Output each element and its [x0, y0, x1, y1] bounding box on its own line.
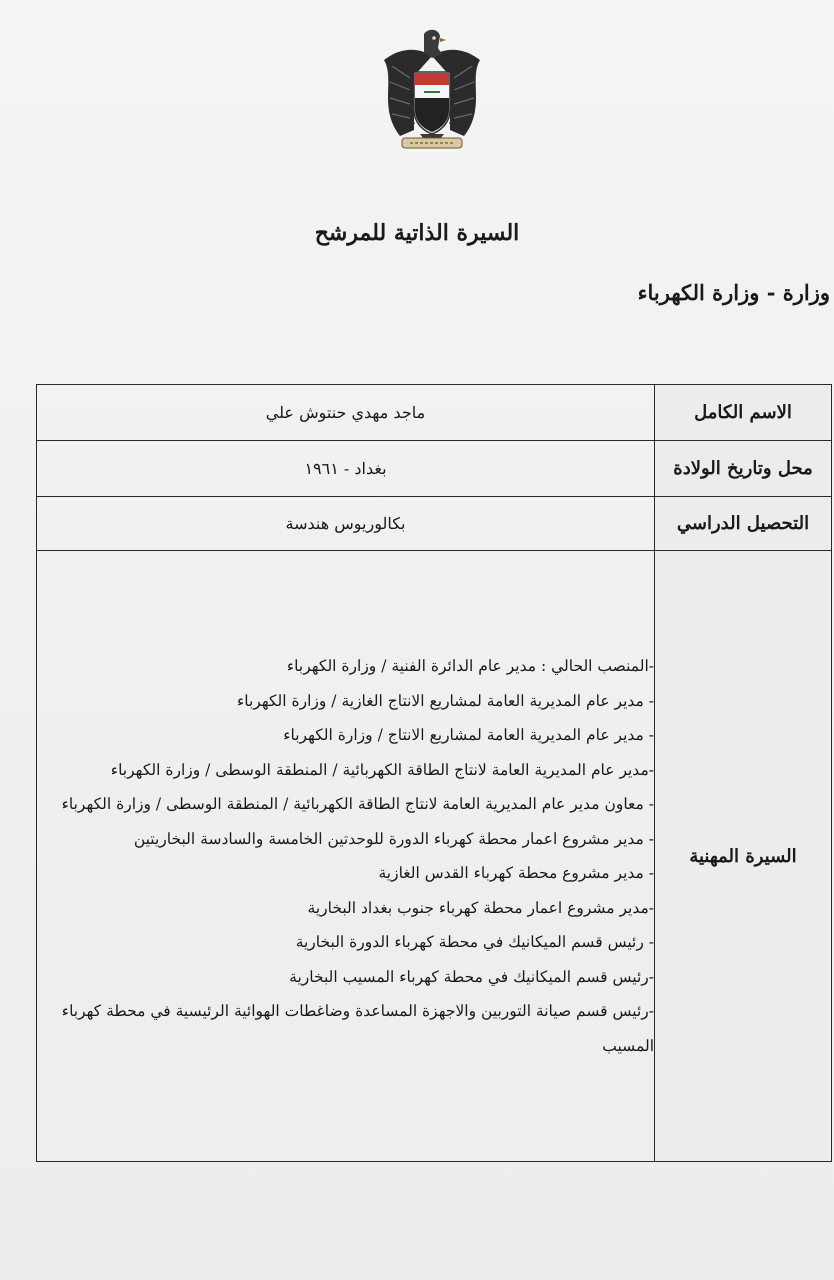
- list-item: - مدير مشروع اعمار محطة كهرباء الدورة للوحدتين الخامسة والسادسة البخاريتين: [133, 829, 654, 848]
- list-item: -المنصب الحالي : مدير عام الدائرة الفنية / وزارة الكهرباء: [286, 657, 654, 675]
- iraq-coat-of-arms-icon: [380, 26, 484, 150]
- list-item: - معاون مدير عام المديرية العامة لانتاج الطاقة الكهربائية / المنطقة الوسطى / وزارة الكهرباء: [61, 795, 654, 813]
- list-item: - مدير عام المديرية العامة لمشاريع الانتاج الغازية / وزارة الكهرباء: [236, 691, 654, 710]
- table-row: [37, 441, 832, 497]
- full-name-label: الاسم الكامل: [655, 385, 832, 441]
- ministry-name: وزارة - وزارة الكهرباء: [637, 280, 830, 305]
- birth-label: محل وتاريخ الولادة: [655, 441, 832, 497]
- birth-value: بغداد - ١٩٦١: [37, 441, 655, 497]
- table-row: [37, 385, 832, 441]
- list-item: -مدير عام المديرية العامة لانتاج الطاقة الكهربائية / المنطقة الوسطى / وزارة الكهرباء: [110, 760, 654, 779]
- list-item: -رئيس قسم صيانة التوربين والاجهزة المساعدة وضاغطات الهوائية الرئيسية في محطة كهرباء المسيب: [61, 1002, 654, 1055]
- list-item: - مدير عام المديرية العامة لمشاريع الانتاج / وزارة الكهرباء: [283, 726, 654, 744]
- list-item: - رئيس قسم الميكانيك في محطة كهرباء الدورة البخارية: [295, 933, 654, 951]
- list-item: -مدير مشروع اعمار محطة كهرباء جنوب بغداد البخارية: [307, 898, 654, 917]
- career-list: [37, 551, 655, 1162]
- list-item: -رئيس قسم الميكانيك في محطة كهرباء المسيب البخارية: [289, 967, 654, 986]
- education-value: بكالوريوس هندسة: [37, 497, 655, 551]
- education-label: التحصيل الدراسي: [655, 497, 832, 551]
- cv-table: [36, 384, 832, 1162]
- table-row: [37, 551, 832, 1162]
- list-item: - مدير مشروع محطة كهرباء القدس الغازية: [378, 864, 654, 882]
- table-row: [37, 497, 832, 551]
- document-title: السيرة الذاتية للمرشح: [314, 220, 520, 246]
- full-name-value: ماجد مهدي حنتوش علي: [37, 385, 655, 441]
- career-label: السيرة المهنية: [655, 551, 832, 1162]
